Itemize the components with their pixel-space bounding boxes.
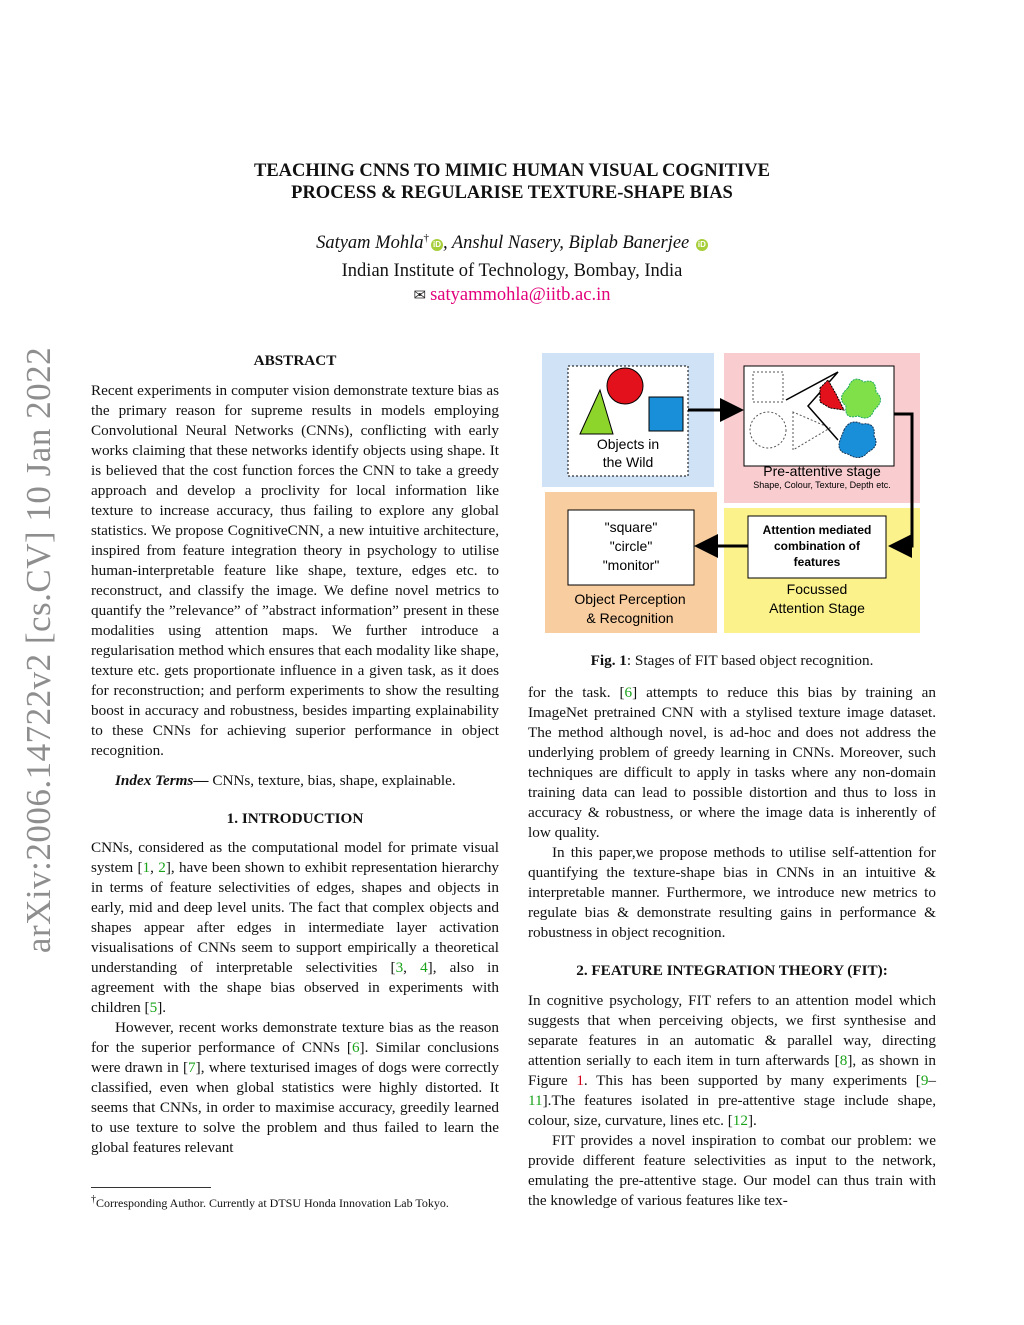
intro-heading: 1. INTRODUCTION: [226, 810, 364, 827]
pre-attentive-subtitle: Shape, Colour, Texture, Depth etc.: [753, 480, 891, 490]
pre-attentive-box: [744, 366, 894, 466]
envelope-icon: ✉: [413, 288, 427, 304]
attention-label-3: features: [793, 555, 841, 569]
footnote-mark: †: [91, 1194, 96, 1205]
blue-square-shape: [649, 397, 683, 431]
right-paragraph-2: In this paper,we propose methods to utilise self-attention for quantifying the texture-shape bias in CNNs in an intuitive & interpretable manner. Furthermore, we introduce new metrics to regulate bias & demonstrate resulting gains in performance & robustness in object recognition.: [528, 844, 936, 941]
author-list: [130, 232, 894, 254]
title-line-2: PROCESS & REGULARISE TEXTURE-SHAPE BIAS: [291, 183, 733, 203]
citation-link[interactable]: 2: [158, 859, 166, 876]
citation-link[interactable]: 6: [624, 684, 633, 701]
perception-label-2: & Recognition: [586, 610, 674, 626]
attention-label-2: combination of: [774, 539, 860, 553]
footnote-rule: [91, 1187, 211, 1188]
citation-link[interactable]: 5: [149, 999, 158, 1016]
caption-label: Fig. 1: [590, 652, 627, 669]
fit-paragraph-1: In cognitive psychology, FIT refers to an attention model which suggests that when perceiving objects, we first synthesise and separate features in an automatic & parallel way, directing attention serially to each item in turn afterwards [8], as shown in Figure 1. This has been supported by many experiments [9–11].The features isolated in pre-attentive stage include shape, colour, size, curvature, lines etc. [12].: [528, 992, 937, 1129]
caption-text: : Stages of FIT based object recognition.: [626, 652, 874, 669]
pre-attentive-title: Pre-attentive stage: [763, 463, 881, 479]
focussed-label-2: Attention Stage: [769, 600, 865, 616]
right-column: [528, 683, 936, 1211]
output-monitor: "monitor": [602, 557, 660, 573]
attention-label-1: Attention mediated: [762, 523, 872, 537]
citation-link[interactable]: 9: [920, 1072, 929, 1089]
fit-heading: 2. FEATURE INTEGRATION THEORY (FIT):: [576, 962, 888, 979]
other-authors: , Anshul Nasery, Biplab Banerjee: [442, 233, 690, 254]
citation-link[interactable]: 6: [351, 1039, 360, 1056]
title-line-1: TEACHING CNNS TO MIMIC HUMAN VISUAL COGNITIVE: [253, 161, 771, 181]
citation-link[interactable]: 11: [528, 1092, 543, 1109]
abstract-text: Recent experiments in computer vision demonstrate texture bias as the primary reason for supreme results in models employing Convolutional Neural Networks (CNNs), conflicting with early works claiming that these networks identify objects using shape. It is believed that the cost function forces the CNN to take a greedy approach and develop a proclivity for local information like texture to increase accuracy, thus failing to explore any global statistics. We propose CognitiveCNN, a new intuitive architecture, inspired from feature integration theory in psychology to utilise human-interpretable feature like shape, texture, edges etc. to reconstruct, and classify the image. We define novel metrics to quantify the ”relevance” of ”abstract information” present in these modalities using attention maps. We further introduce a regularisation method which ensures that each modality like shape, texture etc. gets proportionate influence in a given task, as it does for reconstruction; and perform experiments to show the resulting boost in accuracy and robustness, besides imparting explainability to these CNNs for achieving superior performance in object recognition.: [91, 382, 499, 759]
intro-paragraph-1: CNNs, considered as the computational model for primate visual system [1, 2], have been shown to exhibit representation hierarchy in terms of feature selectivities of edges, shapes and objects in early, mid and deep level units. The fact that complex objects and shapes appear after edges in intermediate layer activation visualisations of CNNs seem to support empirically a theoretical understanding of interpretable selectivities [3, 4], also in agreement with the shape bias observed in experiments with children [5].: [91, 839, 500, 1016]
left-column: [91, 351, 499, 1158]
orcid-icon[interactable]: iD: [432, 240, 441, 250]
figure-caption: [528, 652, 936, 670]
focussed-label-1: Focussed: [786, 581, 848, 597]
orcid-icon[interactable]: iD: [697, 240, 706, 250]
email-link[interactable]: satyammohla@iitb.ac.in: [430, 285, 611, 305]
intro-paragraph-2: However, recent works demonstrate texture bias as the reason for the superior performance of CNNs [6]. Similar conclusions were drawn in [7], where texturised images of dogs were correctly classified, even when global statistics were highly distorted. It seems that CNNs, in order to maximise accuracy, greedily learned to use texture to solve the problem and thus failed to learn the global features relevant: [91, 1019, 499, 1156]
dagger-mark: †: [423, 232, 429, 244]
abstract-heading: ABSTRACT: [253, 352, 337, 369]
red-circle-shape: [607, 368, 643, 404]
citation-link[interactable]: 8: [839, 1052, 848, 1069]
figure-ref-link[interactable]: 1: [576, 1072, 584, 1089]
citation-link[interactable]: 7: [188, 1059, 196, 1076]
author-1: Satyam Mohla: [316, 233, 424, 254]
wild-label-2: the Wild: [602, 454, 654, 470]
arxiv-id: arXiv:2006.14722v2 [cs.CV] 10 Jan 2022: [19, 346, 58, 954]
right-paragraph-1: for the task. [6] attempts to reduce this bias by training an ImageNet pretrained CNN with a stylised texture image dataset. The method although novel, is ad-hoc and does not address the underlying problem of greedy learning in CNNs. Moreover, such techniques are difficult to apply in tasks where any non-domain training data can lead to possible distortion and thus to loss in accuracy & robustness, or where the image data is inherently of low quality.: [528, 684, 936, 841]
fit-paragraph-2: FIT provides a novel inspiration to combat our problem: we provide different feature selectivities as input to the network, emulating the pre-attentive stage. Our model can thus train with the knowledge of various features like tex-: [528, 1132, 936, 1209]
index-terms-label: Index Terms—: [115, 772, 209, 789]
output-square: "square": [604, 519, 658, 535]
arxiv-sidebar-stamp: [14, 346, 64, 954]
index-terms: [91, 771, 499, 791]
affiliation: Indian Institute of Technology, Bombay, India: [341, 261, 683, 281]
index-terms-text: CNNs, texture, bias, shape, explainable.: [208, 772, 456, 789]
email-line: [130, 285, 894, 306]
citation-link[interactable]: 12: [732, 1112, 748, 1129]
perception-label-1: Object Perception: [574, 591, 686, 607]
paper-title: [130, 160, 894, 204]
citation-link[interactable]: 1: [142, 859, 151, 876]
fit-stages-figure: [538, 350, 924, 640]
wild-label-1: Objects in: [596, 436, 660, 452]
citation-link[interactable]: 4: [420, 959, 428, 976]
output-circle: "circle": [609, 538, 653, 554]
citation-link[interactable]: 3: [395, 959, 404, 976]
footnote: [91, 1194, 511, 1211]
footnote-text: Corresponding Author. Currently at DTSU Honda Innovation Lab Tokyo.: [96, 1196, 449, 1210]
